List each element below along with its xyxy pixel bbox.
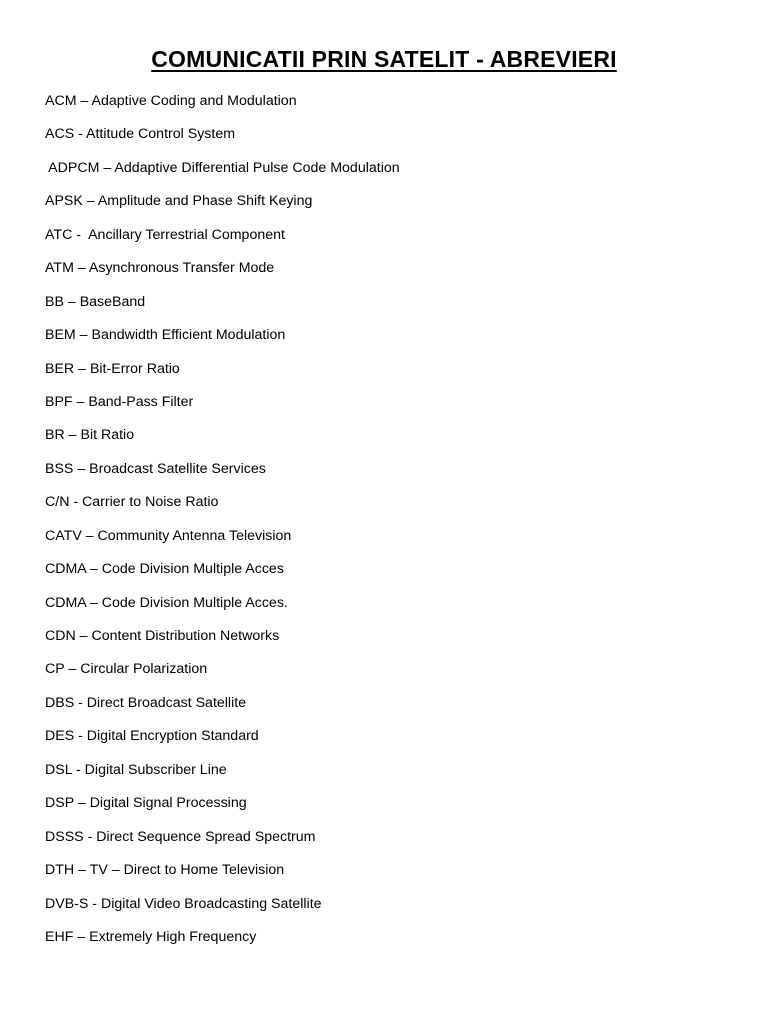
list-item: CATV – Community Antenna Television	[45, 527, 292, 544]
list-item: ATC - Ancillary Terrestrial Component	[45, 226, 285, 243]
list-item: DSSS - Direct Sequence Spread Spectrum	[45, 828, 316, 845]
list-item: CDMA – Code Division Multiple Acces.	[45, 594, 288, 611]
list-item: BSS – Broadcast Satellite Services	[45, 460, 266, 477]
list-item: DSP – Digital Signal Processing	[45, 795, 247, 812]
list-item: DES - Digital Encryption Standard	[45, 728, 259, 745]
list-item: CDN – Content Distribution Networks	[45, 628, 280, 644]
list-item: ADPCM – Addaptive Differential Pulse Code Modulation	[45, 159, 400, 176]
list-item: DSL - Digital Subscriber Line	[45, 761, 227, 778]
list-item: DBS - Direct Broadcast Satellite	[45, 694, 247, 711]
list-item: ACS - Attitude Control System	[45, 126, 236, 143]
list-item: BR – Bit Ratio	[45, 427, 135, 444]
list-item: ACM – Adaptive Coding and Modulation	[45, 93, 297, 109]
list-item: CDMA – Code Division Multiple Acces	[45, 561, 284, 578]
list-item: EHF – Extremely High Frequency	[45, 928, 257, 945]
list-item: CP – Circular Polarization	[45, 661, 208, 678]
list-item: BPF – Band-Pass Filter	[45, 393, 194, 410]
list-item: BER – Bit-Error Ratio	[45, 360, 180, 377]
list-item: DTH – TV – Direct to Home Television	[45, 862, 285, 879]
list-item: C/N - Carrier to Noise Ratio	[45, 494, 219, 511]
list-item: DVB-S - Digital Video Broadcasting Satellite	[45, 895, 322, 912]
list-item: APSK – Amplitude and Phase Shift Keying	[45, 193, 313, 210]
list-item: BEM – Bandwidth Efficient Modulation	[45, 327, 286, 344]
page-title: COMUNICATII PRIN SATELIT - ABREVIERI	[151, 46, 617, 72]
list-item: BB – BaseBand	[45, 293, 146, 310]
abbreviation-list	[45, 92, 400, 961]
list-item: ATM – Asynchronous Transfer Mode	[45, 260, 275, 277]
